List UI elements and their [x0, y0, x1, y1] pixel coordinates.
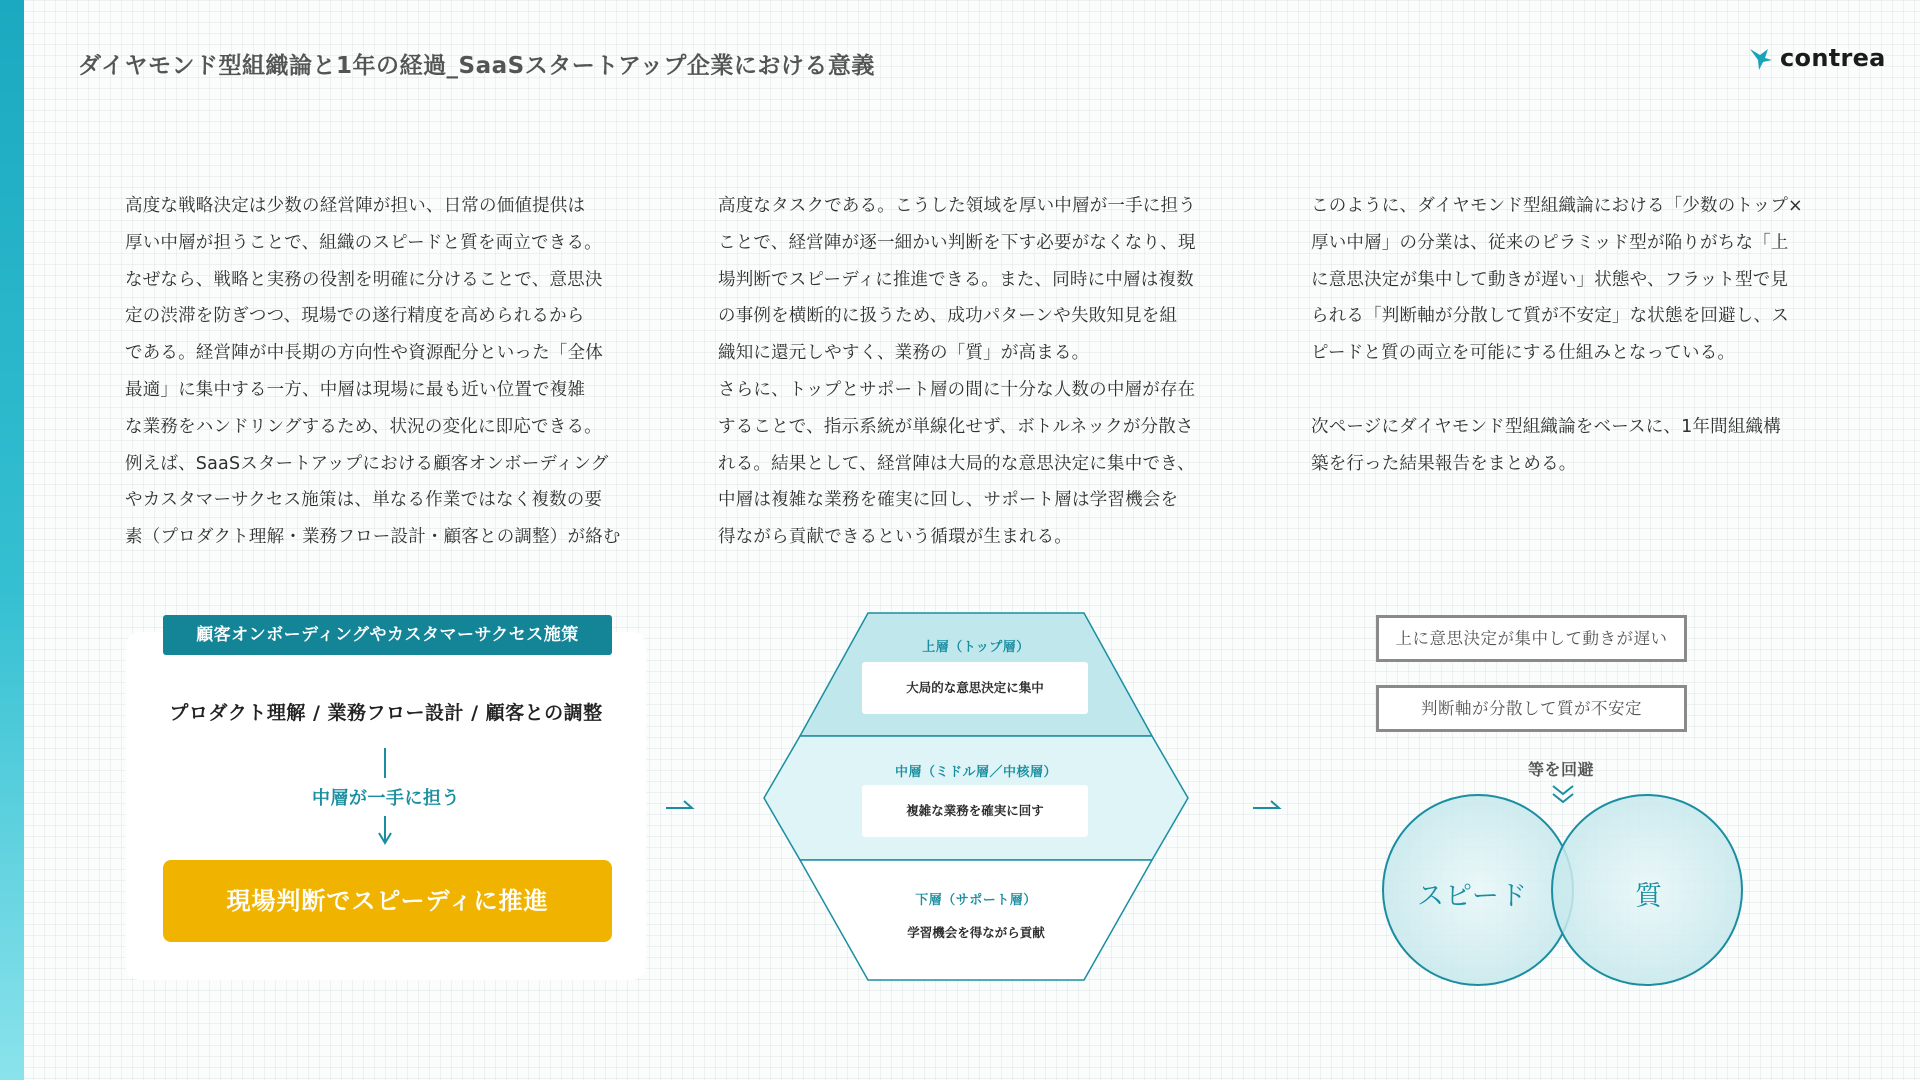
- issue-box-unstable: 判断軸が分散して質が不安定: [1376, 685, 1687, 732]
- text-line: 築を行った結果報告をまとめる。: [1311, 453, 1577, 474]
- text-line: である。経営陣が中長期の方向性や資源配分といった「全体: [125, 343, 603, 364]
- right-arrow-icon: [664, 798, 696, 818]
- top-layer-desc: 大局的な意思決定に集中: [862, 662, 1088, 714]
- page-title: ダイヤモンド型組織論と1年の経過_SaaSスタートアップ企業における意義: [78, 53, 875, 79]
- middle-layer-desc: 複雑な業務を確実に回す: [862, 785, 1088, 837]
- bird-logo-icon: [1748, 45, 1774, 71]
- text-line: ピードと質の両立を可能にする仕組みとなっている。: [1311, 343, 1736, 364]
- text-line: に意思決定が集中して動きが遅い」状態や、フラット型で見: [1311, 269, 1789, 290]
- body-text-column-2: [718, 188, 1233, 556]
- text-line: 次ページにダイヤモンド型組織論をベースに、1年間組織構: [1311, 416, 1781, 437]
- text-line: やカスタマーサクセス施策は、単なる作業ではなく複数の要: [125, 490, 603, 511]
- text-line: このように、ダイヤモンド型組織論における「少数のトップ×: [1311, 196, 1803, 216]
- text-line: 中層は複雑な業務を確実に回し、サポート層は学習機会を: [718, 490, 1179, 511]
- top-layer-title: 上層（トップ層）: [922, 640, 1030, 655]
- text-line: さらに、トップとサポート層の間に十分な人数の中層が存在: [718, 379, 1196, 400]
- text-line: られる「判断軸が分散して質が不安定」な状態を回避し、ス: [1311, 306, 1789, 327]
- issue-box-slow: 上に意思決定が集中して動きが遅い: [1376, 615, 1687, 662]
- middle-layer-text: 中層が一手に担う: [312, 788, 460, 809]
- avoid-label: 等を回避: [1527, 760, 1594, 779]
- right-arrow-icon: [1251, 798, 1283, 818]
- text-line: 厚い中層」の分業は、従来のピラミッド型が陥りがちな「上: [1311, 232, 1789, 253]
- middle-layer-title: 中層（ミドル層／中核層）: [894, 765, 1057, 780]
- text-line: 例えば、SaaSスタートアップにおける顧客オンボーディング: [125, 453, 609, 474]
- left-accent-bar: [0, 0, 24, 1080]
- logo-wordmark: contrea: [1780, 44, 1886, 72]
- text-line: 素（プロダクト理解・業務フロー設計・顧客との調整）が絡む: [125, 527, 621, 548]
- bottom-layer-desc: 学習機会を得ながら貢献: [907, 925, 1045, 940]
- speed-label: スピード: [1417, 881, 1528, 912]
- body-text-column-3: [1311, 188, 1826, 482]
- text-line: 定の渋滞を防ぎつつ、現場での遂行精度を高められるから: [125, 306, 585, 327]
- paragraph-gap: [1311, 372, 1826, 409]
- bottom-layer-title: 下層（サポート層）: [915, 893, 1037, 908]
- contrea-logo: [1748, 44, 1886, 72]
- text-line: な業務をハンドリングするため、状況の変化に即応できる。: [125, 416, 602, 437]
- text-line: 最適」に集中する一方、中層は現場に最も近い位置で複雑: [125, 379, 586, 400]
- text-line: の事例を横断的に扱うため、成功パターンや失敗知見を組: [718, 306, 1178, 327]
- text-line: 織知に還元しやすく、業務の「質」が高まる。: [718, 343, 1090, 364]
- text-line: 高度なタスクである。こうした領域を厚い中層が一手に担う: [718, 196, 1196, 216]
- down-arrow-icon: [378, 825, 392, 845]
- elements-line: プロダクト理解 / 業務フロー設計 / 顧客との調整: [169, 702, 603, 724]
- text-line: れる。結果として、経営陣は大局的な意思決定に集中でき、: [718, 453, 1195, 474]
- quality-label: 質: [1635, 881, 1663, 912]
- body-text-column-1: [125, 188, 640, 556]
- text-line: 高度な戦略決定は少数の経営陣が担い、日常の価値提供は: [125, 196, 586, 216]
- connector-line-top: [384, 748, 386, 778]
- bottom-layer-shape: [800, 860, 1152, 980]
- text-line: ことで、経営陣が逐一細かい判断を下す必要がなくなり、現: [718, 232, 1196, 253]
- onboarding-label: 顧客オンボーディングやカスタマーサクセス施策: [163, 615, 612, 655]
- text-line: 得ながら貢献できるという循環が生まれる。: [718, 527, 1072, 548]
- text-line: 厚い中層が担うことで、組織のスピードと質を両立できる。: [125, 232, 602, 253]
- text-line: なぜなら、戦略と実務の役割を明確に分けることで、意思決: [125, 269, 603, 290]
- text-line: 場判断でスピーディに推進できる。また、同時に中層は複数: [718, 269, 1194, 290]
- result-box: 現場判断でスピーディに推進: [163, 860, 612, 942]
- text-line: することで、指示系統が単線化せず、ボトルネックが分散さ: [718, 416, 1194, 437]
